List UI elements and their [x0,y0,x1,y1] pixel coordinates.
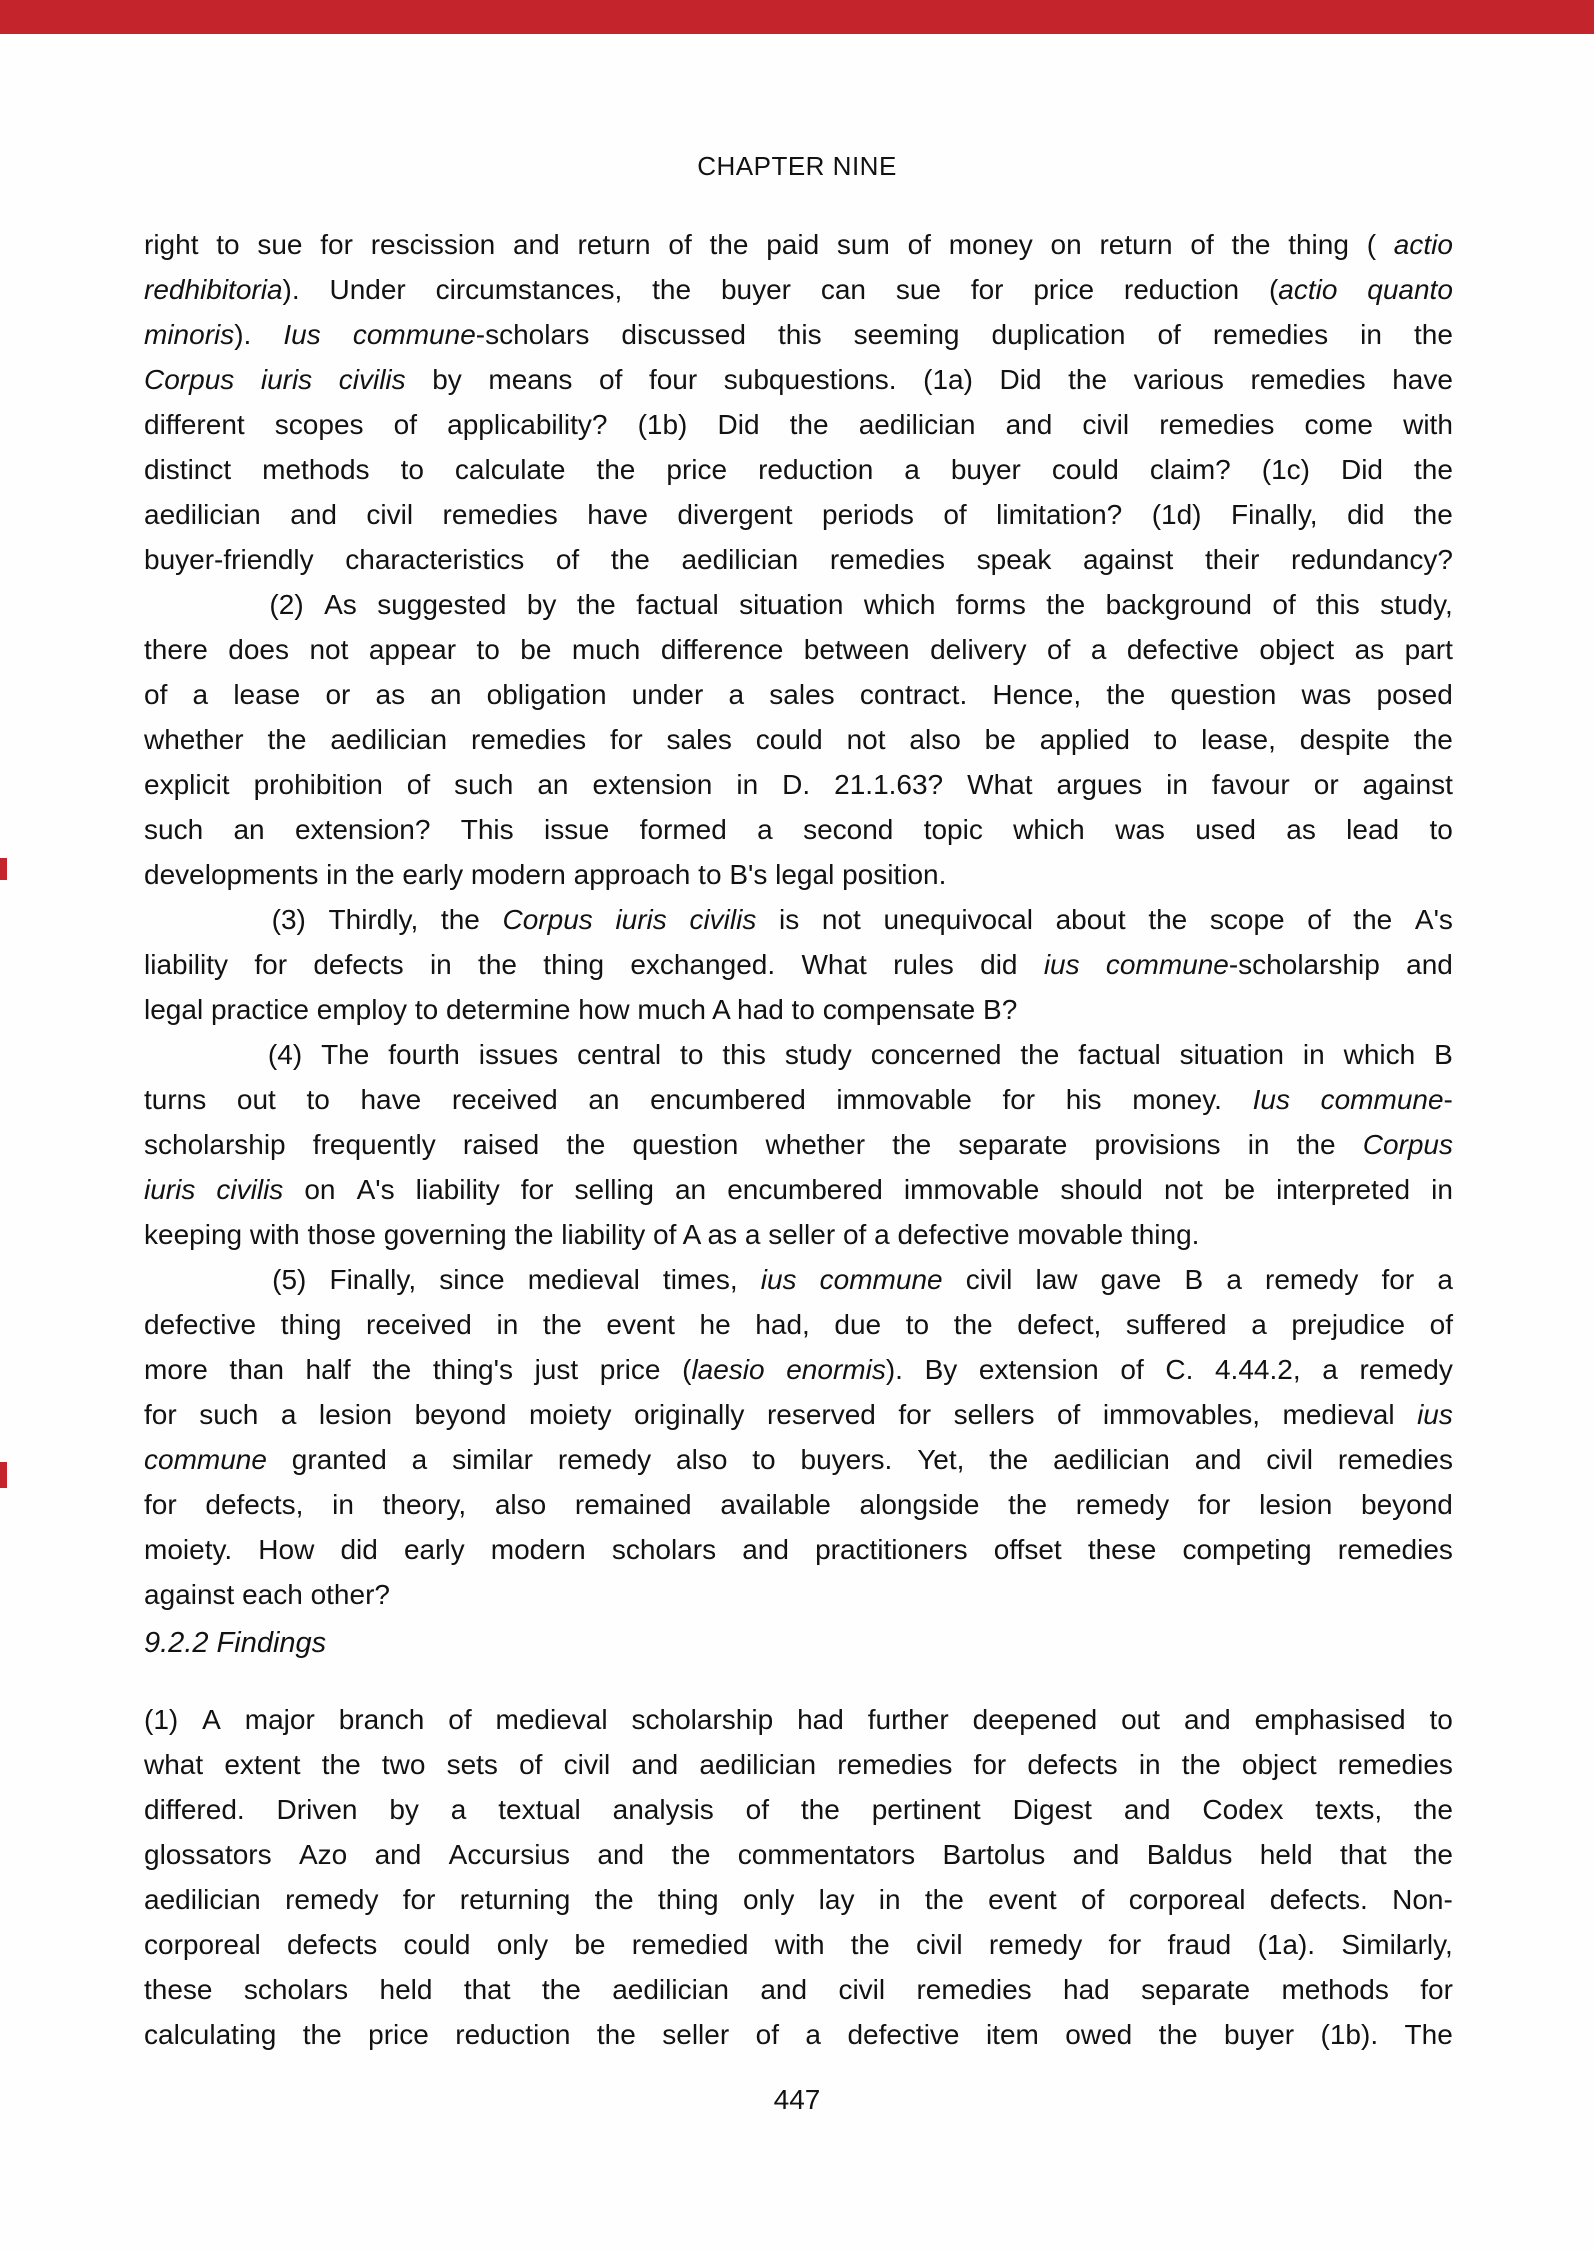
text-line: Corpus iuris civilis by means of four subquestions. (1a) Did the various remedies have [144,364,1453,395]
text-line: moiety. How did early modern scholars and practitioners offset these competing remedies [144,1534,1453,1565]
paragraph [144,1697,1453,2057]
text-line: differed. Driven by a textual analysis of the pertinent Digest and Codex texts, the [144,1794,1453,1825]
text-line: (1) A major branch of medieval scholarship had further deepened out and emphasised to [144,1704,1453,1735]
text-line: right to sue for rescission and return of the paid sum of money on return of the thing ( actio [144,229,1453,260]
text-line: keeping with those governing the liability of A as a seller of a defective movable thing. [144,1219,1200,1250]
text-line: scholarship frequently raised the question whether the separate provisions in the Corpus [144,1129,1453,1160]
paragraph [144,897,1453,1032]
text-line: aedilician remedy for returning the thing only lay in the event of corporeal defects. Non- [144,1884,1453,1915]
first-line-indent [144,1063,249,1064]
text-line: for such a lesion beyond moiety originally reserved for sellers of immovables, medieval ius [144,1399,1453,1430]
first-line-indent [144,928,249,929]
text-line: iuris civilis on A's liability for selling an encumbered immovable should not be interpreted in [144,1174,1453,1205]
text-line: (5) Finally, since medieval times, ius commune civil law gave B a remedy for a [144,1257,1453,1302]
text-line: distinct methods to calculate the price reduction a buyer could claim? (1c) Did the [144,454,1453,485]
scan-artifact-left-tick [0,1462,7,1488]
text-line: legal practice employ to determine how much A had to compensate B? [144,994,1018,1025]
paragraph [144,582,1453,897]
text-line: liability for defects in the thing exchanged. What rules did ius commune-scholarship and [144,949,1453,980]
paragraph [144,1257,1453,1617]
section-heading: 9.2.2 Findings [144,1627,327,1659]
text-line: these scholars held that the aedilician and civil remedies had separate methods for [144,1974,1453,2005]
text-line: buyer-friendly characteristics of the aedilician remedies speak against their redundancy? [144,544,1453,575]
text-body [144,222,1453,2057]
text-line: of a lease or as an obligation under a sales contract. Hence, the question was posed [144,679,1453,710]
first-line-indent [144,613,249,614]
text-line: minoris). Ius commune-scholars discussed this seeming duplication of remedies in the [144,319,1453,350]
text-line: (4) The fourth issues central to this study concerned the factual situation in which B [144,1032,1453,1077]
text-line: turns out to have received an encumbered immovable for his money. Ius commune- [144,1084,1453,1115]
text-line: aedilician and civil remedies have divergent periods of limitation? (1d) Finally, did the [144,499,1453,530]
text-line: (3) Thirdly, the Corpus iuris civilis is not unequivocal about the scope of the A's [144,897,1453,942]
paragraph [144,222,1453,582]
text-line: there does not appear to be much difference between delivery of a defective object as part [144,634,1453,665]
text-line: defective thing received in the event he had, due to the defect, suffered a prejudice of [144,1309,1453,1340]
text-line: for defects, in theory, also remained available alongside the remedy for lesion beyond [144,1489,1453,1520]
text-line: redhibitoria). Under circumstances, the buyer can sue for price reduction (actio quanto [144,274,1453,305]
text-line: glossators Azo and Accursius and the commentators Bartolus and Baldus held that the [144,1839,1453,1870]
text-line: against each other? [144,1579,390,1610]
text-line: explicit prohibition of such an extension in D. 21.1.63? What argues in favour or against [144,769,1453,800]
text-line: more than half the thing's just price (laesio enormis). By extension of C. 4.44.2, a remedy [144,1354,1453,1385]
text-line: developments in the early modern approach to B's legal position. [144,859,947,890]
running-header: CHAPTER NINE [697,151,897,181]
text-line: whether the aedilician remedies for sales could not also be applied to lease, despite the [144,724,1453,755]
paragraph [144,1032,1453,1257]
first-line-indent [144,1288,249,1289]
text-line: commune granted a similar remedy also to buyers. Yet, the aedilician and civil remedies [144,1444,1453,1475]
scan-artifact-top-bar [0,0,1594,34]
page-number: 447 [773,2084,821,2115]
text-line: corporeal defects could only be remedied with the civil remedy for fraud (1a). Similarly, [144,1929,1453,1960]
text-line: different scopes of applicability? (1b) Did the aedilician and civil remedies come with [144,409,1453,440]
text-line: calculating the price reduction the seller of a defective item owed the buyer (1b). The [144,2019,1453,2050]
text-line: (2) As suggested by the factual situation which forms the background of this study, [144,582,1453,627]
text-line: what extent the two sets of civil and aedilician remedies for defects in the object remedies [144,1749,1453,1780]
scan-artifact-left-tick [0,858,7,880]
text-line: such an extension? This issue formed a second topic which was used as lead to [144,814,1453,845]
